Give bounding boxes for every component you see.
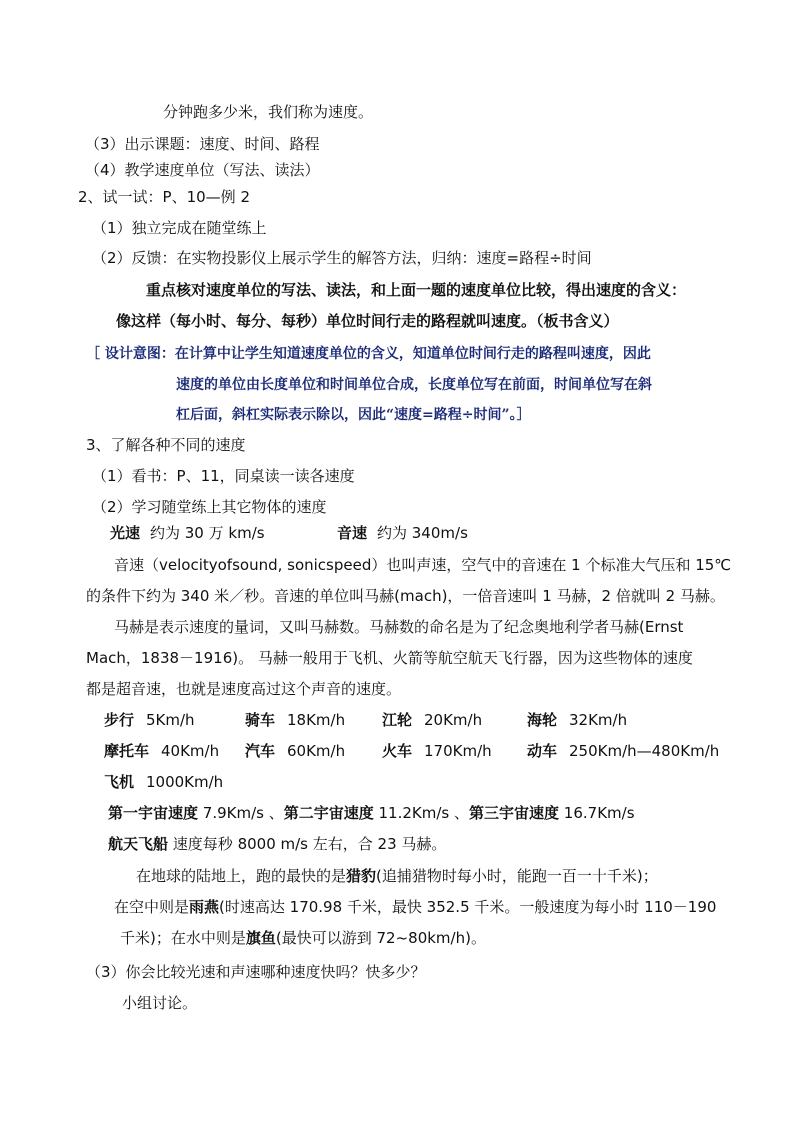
spaceship-value: 速度每秒 8000 m/s 左右，合 23 马赫。 (172, 835, 447, 853)
spaceship-line (108, 834, 446, 854)
paragraph: Mach，1838－1916)。 马赫一般用于飞机、火箭等航空航天飞行器，因为这些物体的速度 (86, 649, 693, 667)
line: （1）独立完成在随堂练上 (92, 219, 267, 237)
speed-value: 5Km/h (146, 711, 195, 729)
line: （3）你会比较光速和声速哪种速度快吗？快多少？ (86, 963, 426, 981)
light-name: 光速 (110, 524, 141, 542)
light-value: 约为 30 万 km/s (150, 524, 265, 542)
paragraph: 音速（velocityofsound, sonicspeed）也叫声速，空气中的音速在 1 个标准大气压和 15℃ (114, 556, 732, 574)
paragraph: 马赫是表示速度的量词，又叫马赫数。马赫数的命名是为了纪念奥地利学者马赫(Ernst (114, 618, 684, 636)
text: (追捕猎物时每小时，能跑一百一十千米)； (376, 867, 658, 885)
text: (时速高达 170.98 千米，最快 352.5 千米。一般速度为每小时 110－190 (219, 898, 717, 916)
speed-value: 1000Km/h (146, 773, 224, 791)
line: （3）出示课题：速度、时间、路程 (85, 135, 320, 153)
cosmic-value: 16.7Km/s (559, 804, 635, 822)
line: 3、了解各种不同的速度 (86, 436, 246, 454)
design-note: 速度的单位由长度单位和时间单位合成，长度单位写在前面，时间单位写在斜 (176, 377, 652, 393)
speed-name: 动车 (527, 742, 558, 760)
line: 2、试一试：P、10—例 2 (78, 188, 250, 206)
speed-value: 20Km/h (424, 711, 483, 729)
line: （2）学习随堂练上其它物体的速度 (92, 498, 327, 516)
speed-value: 32Km/h (569, 711, 628, 729)
line: 分钟跑多少米，我们称为速度。 (163, 103, 374, 121)
speed-name: 江轮 (382, 711, 413, 729)
speed-name: 汽车 (245, 742, 276, 760)
line: 像这样（每小时、每分、每秒）单位时间行走的路程就叫速度。（板书含义） (116, 312, 619, 330)
speed-name: 摩托车 (104, 742, 150, 760)
speed-name: 火车 (382, 742, 413, 760)
animal-name: 猎豹 (346, 867, 377, 885)
speed-name: 骑车 (245, 711, 276, 729)
speed-value: 40Km/h (161, 742, 220, 760)
text: 在地球的陆地上，跑的最快的是 (136, 867, 347, 885)
text: 在空中则是 (114, 898, 190, 916)
design-note: 杠后面，斜杠实际表示除以，因此“速度=路程÷时间”。］ (176, 407, 531, 423)
speed-value: 18Km/h (287, 711, 346, 729)
paragraph (120, 928, 486, 948)
text: (最快可以游到 72~80km/h)。 (275, 929, 486, 947)
speed-value: 60Km/h (287, 742, 346, 760)
cosmic-name: 第二宇宙速度 (283, 804, 374, 822)
sound-value: 约为 340m/s (377, 524, 468, 542)
paragraph: 的条件下约为 340 米／秒。音速的单位叫马赫(mach)，一倍音速叫 1 马赫，2 倍就叫 2 马赫。 (86, 587, 725, 605)
animal-name: 雨燕 (189, 898, 220, 916)
cosmic-value: 11.2Km/s 、 (373, 804, 470, 822)
line: （1）看书：P、11，同桌读一读各速度 (92, 467, 355, 485)
speed-name: 海轮 (527, 711, 558, 729)
animal-name: 旗鱼 (245, 929, 276, 947)
paragraph: 都是超音速，也就是速度高过这个声音的速度。 (86, 680, 402, 698)
cosmic-name: 第三宇宙速度 (469, 804, 560, 822)
speed-value: 170Km/h (424, 742, 492, 760)
spaceship-name: 航天飞船 (108, 835, 169, 853)
paragraph (114, 897, 716, 917)
design-note: ［ 设计意图：在计算中让学生知道速度单位的含义，知道单位时间行走的路程叫速度，因此 (86, 346, 651, 362)
cosmic-speeds (108, 803, 635, 823)
speed-name: 飞机 (104, 773, 135, 791)
line: （4）教学速度单位（写法、读法） (85, 161, 320, 179)
paragraph (136, 866, 658, 886)
cosmic-value: 7.9Km/s 、 (198, 804, 284, 822)
cosmic-name: 第一宇宙速度 (108, 804, 199, 822)
speed-name: 步行 (104, 711, 135, 729)
line: （2）反馈：在实物投影仪上展示学生的解答方法，归纳：速度=路程÷时间 (92, 249, 592, 267)
line: 重点核对速度单位的写法、读法，和上面一题的速度单位比较，得出速度的含义： (146, 281, 687, 299)
text: 千米)；在水中则是 (120, 929, 246, 947)
line: 小组讨论。 (122, 994, 198, 1012)
sound-name: 音速 (337, 524, 368, 542)
speed-value: 250Km/h—480Km/h (569, 742, 720, 760)
